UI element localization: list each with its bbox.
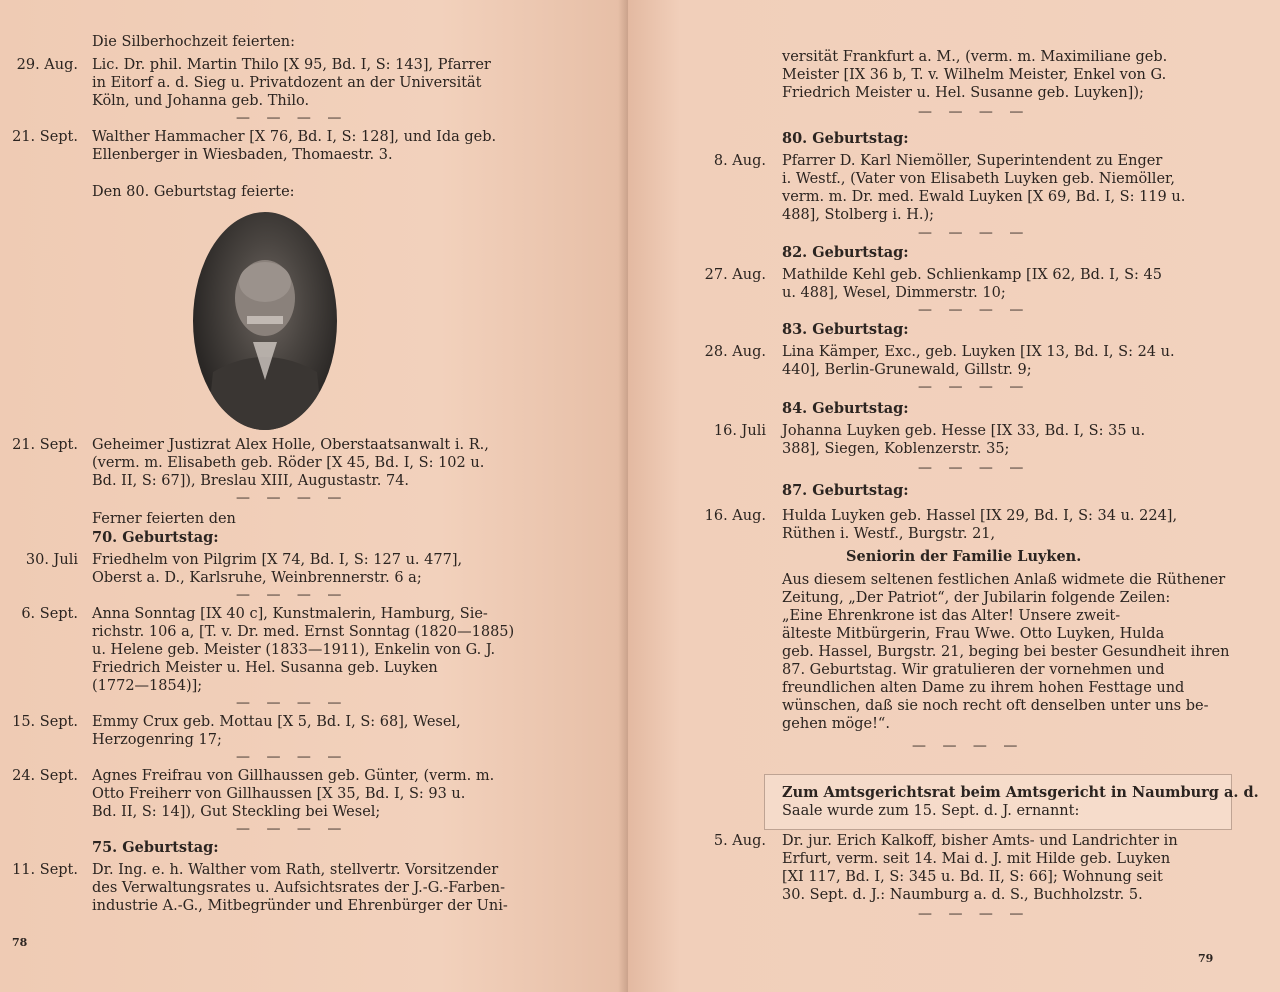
entry-line: (verm. m. Elisabeth geb. Röder [X 45, Bd. I, S: 102 u. [92, 455, 485, 471]
entry-line: verm. m. Dr. med. Ewald Luyken [X 69, Bd. I, S: 119 u. [782, 189, 1186, 205]
entry-line: Pfarrer D. Karl Niemöller, Superintendent zu Enger [782, 153, 1163, 169]
quote-line: älteste Mitbürgerin, Frau Wwe. Otto Luyken, Hulda [782, 626, 1165, 642]
heading-84th-birthday: 84. Geburtstag: [782, 400, 909, 417]
separator: — — — — [236, 695, 348, 711]
entry-line: richstr. 106 a, [T. v. Dr. med. Ernst Sonntag (1820—1885) [92, 624, 515, 640]
entry-line: Johanna Luyken geb. Hesse [IX 33, Bd. I, S: 35 u. [782, 423, 1146, 439]
heading-75th-birthday: 75. Geburtstag: [92, 839, 219, 856]
entry-line: i. Westf., (Vater von Elisabeth Luyken geb. Niemöller, [782, 171, 1175, 187]
heading-87th-birthday: 87. Geburtstag: [782, 482, 909, 499]
entry-line: 488], Stolberg i. H.); [782, 207, 935, 223]
separator: — — — — [236, 749, 348, 765]
entry-line: Agnes Freifrau von Gillhaussen geb. Günter, (verm. m. [92, 768, 495, 784]
appointment-line: Saale wurde zum 15. Sept. d. J. ernannt: [782, 803, 1080, 819]
entry-line: u. Helene geb. Meister (1833—1911), Enkelin von G. J. [92, 642, 496, 658]
entry-date: 30. Juli [25, 552, 78, 568]
page-number: 79 [1198, 952, 1214, 965]
separator: — — — — [918, 225, 1030, 241]
entry-line: industrie A.-G., Mitbegründer und Ehrenbürger der Uni- [92, 898, 508, 914]
separator: — — — — [236, 490, 348, 506]
separator: — — — — [918, 460, 1030, 476]
entry-line: Ellenberger in Wiesbaden, Thomaestr. 3. [92, 147, 393, 163]
entry-date: 11. Sept. [12, 862, 78, 878]
quote-line: freundlichen alten Dame zu ihrem hohen Festtage und [782, 680, 1185, 696]
entry-line: Herzogenring 17; [92, 732, 222, 748]
entry-date: 16. Juli [713, 423, 766, 439]
heading-seniorin: Seniorin der Familie Luyken. [846, 548, 1082, 565]
separator: — — — — [918, 302, 1030, 318]
entry-line: Oberst a. D., Karlsruhe, Weinbrennerstr. 6 a; [92, 570, 422, 586]
entry-date: 8. Aug. [713, 153, 766, 169]
entry-line: Hulda Luyken geb. Hassel [IX 29, Bd. I, S: 34 u. 224], [782, 508, 1178, 524]
page-number: 78 [12, 936, 28, 949]
heading-82nd-birthday: 82. Geburtstag: [782, 244, 909, 261]
quote-line: gehen möge!“. [782, 716, 890, 732]
entry-line: Geheimer Justizrat Alex Holle, Oberstaatsanwalt i. R., [92, 437, 489, 453]
heading-83rd-birthday: 83. Geburtstag: [782, 321, 909, 338]
entry-line: Lic. Dr. phil. Martin Thilo [X 95, Bd. I, S: 143], Pfarrer [92, 57, 491, 73]
entry-date: 16. Aug. [704, 508, 766, 524]
separator: — — — — [912, 738, 1024, 754]
entry-line: in Eitorf a. d. Sieg u. Privatdozent an der Universität [92, 75, 482, 91]
entry-line: Emmy Crux geb. Mottau [X 5, Bd. I, S: 68], Wesel, [92, 714, 461, 730]
appointment-line: Zum Amtsgerichtsrat beim Amtsgericht in Naumburg a. d. [782, 784, 1259, 801]
entry-date: 5. Aug. [713, 833, 766, 849]
entry-date: 6. Sept. [21, 606, 78, 622]
entry-line: 440], Berlin-Grunewald, Gillstr. 9; [782, 362, 1032, 378]
quote-line: 87. Geburtstag. Wir gratulieren der vornehmen und [782, 662, 1165, 678]
entry-line: Friedhelm von Pilgrim [X 74, Bd. I, S: 127 u. 477], [92, 552, 463, 568]
entry-line: (1772—1854)]; [92, 678, 203, 694]
text-line: Ferner feierten den [92, 511, 236, 527]
entry-line: Dr. jur. Erich Kalkoff, bisher Amts- und Landrichter in [782, 833, 1178, 849]
entry-line: Erfurt, verm. seit 14. Mai d. J. mit Hilde geb. Luyken [782, 851, 1171, 867]
heading-80th-birthday: Den 80. Geburtstag feierte: [92, 184, 295, 200]
entry-line: Walther Hammacher [X 76, Bd. I, S: 128], und Ida geb. [92, 129, 497, 145]
entry-date: 29. Aug. [16, 57, 78, 73]
entry-line: Friedrich Meister u. Hel. Susanna geb. Luyken [92, 660, 438, 676]
entry-line: Rüthen i. Westf., Burgstr. 21, [782, 526, 996, 542]
entry-line: Lina Kämper, Exc., geb. Luyken [IX 13, Bd. I, S: 24 u. [782, 344, 1175, 360]
separator: — — — — [236, 821, 348, 837]
heading-70th-birthday: 70. Geburtstag: [92, 529, 219, 546]
entry-date: 28. Aug. [704, 344, 766, 360]
entry-line: Mathilde Kehl geb. Schlienkamp [IX 62, Bd. I, S: 45 [782, 267, 1163, 283]
separator: — — — — [236, 110, 348, 126]
entry-line: [XI 117, Bd. I, S: 345 u. Bd. II, S: 66]; Wohnung seit [782, 869, 1163, 885]
entry-date: 15. Sept. [12, 714, 78, 730]
quote-line: „Eine Ehrenkrone ist das Alter! Unsere zweit- [782, 608, 1121, 624]
entry-line: Köln, und Johanna geb. Thilo. [92, 93, 310, 109]
entry-line: Anna Sonntag [IX 40 c], Kunstmalerin, Hamburg, Sie- [92, 606, 488, 622]
separator: — — — — [236, 587, 348, 603]
quote-line: Zeitung, „Der Patriot“, der Jubilarin folgende Zeilen: [782, 590, 1171, 606]
entry-line: 30. Sept. d. J.: Naumburg a. d. S., Buchholzstr. 5. [782, 887, 1143, 903]
entry-line: u. 488], Wesel, Dimmerstr. 10; [782, 285, 1006, 301]
entry-date: 21. Sept. [12, 129, 78, 145]
separator: — — — — [918, 104, 1030, 120]
portrait-photo-icon [193, 212, 337, 430]
entry-line: versität Frankfurt a. M., (verm. m. Maximiliane geb. [782, 49, 1168, 65]
entry-line: 388], Siegen, Koblenzerstr. 35; [782, 441, 1010, 457]
heading-silver-wedding: Die Silberhochzeit feierten: [92, 34, 296, 50]
quote-line: geb. Hassel, Burgstr. 21, beging bei bester Gesundheit ihren [782, 644, 1230, 660]
entry-date: 24. Sept. [12, 768, 78, 784]
separator: — — — — [918, 906, 1030, 922]
entry-line: Bd. II, S: 67]), Breslau XIII, Augustastr. 74. [92, 473, 410, 489]
entry-line: des Verwaltungsrates u. Aufsichtsrates der J.-G.-Farben- [92, 880, 506, 896]
heading-80th-birthday: 80. Geburtstag: [782, 130, 909, 147]
separator: — — — — [918, 379, 1030, 395]
entry-line: Meister [IX 36 b, T. v. Wilhelm Meister, Enkel von G. [782, 67, 1167, 83]
quote-line: wünschen, daß sie noch recht oft denselben unter uns be- [782, 698, 1209, 714]
entry-date: 27. Aug. [704, 267, 766, 283]
left-page [0, 0, 628, 992]
entry-line: Friedrich Meister u. Hel. Susanne geb. Luyken]); [782, 85, 1144, 101]
entry-line: Bd. II, S: 14]), Gut Steckling bei Wesel; [92, 804, 381, 820]
quote-line: Aus diesem seltenen festlichen Anlaß widmete die Rüthener [782, 572, 1226, 588]
entry-line: Dr. Ing. e. h. Walther vom Rath, stellvertr. Vorsitzender [92, 862, 499, 878]
entry-date: 21. Sept. [12, 437, 78, 453]
entry-line: Otto Freiherr von Gillhaussen [X 35, Bd. I, S: 93 u. [92, 786, 466, 802]
